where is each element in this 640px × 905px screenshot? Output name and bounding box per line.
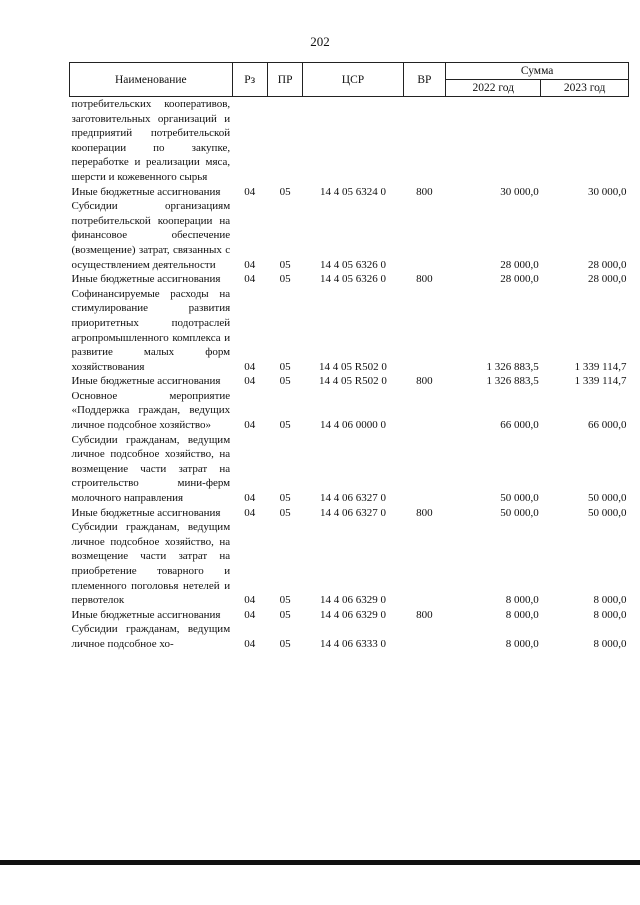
cell-rz: 04: [244, 375, 256, 388]
table-row: [70, 185, 629, 200]
table-row: [70, 272, 629, 287]
cell-name: Софинансируемые расходы на стимулирование развития приоритетных подотраслей агропромышленного комплекса и развитие малых форм хозяйствования: [71, 287, 231, 373]
table-row: [70, 374, 629, 389]
cell-pr: 05: [279, 273, 291, 286]
cell-csr: 14 4 05 6324 0: [319, 185, 386, 198]
table-header: [70, 63, 629, 97]
cell-vr: [403, 520, 446, 608]
cell-s2022: 50 000,0: [500, 492, 539, 505]
cell-name: Субсидии организациям потребительской кооперации на финансовое обеспечение (возмещение) затрат, связанных с осуществлением деятельности: [71, 200, 231, 271]
cell-name: Иные бюджетные ассигнования: [71, 608, 221, 621]
cell-pr: 05: [279, 375, 291, 388]
cell-s2023: 66 000,0: [588, 419, 627, 432]
budget-table: [69, 62, 629, 652]
cell-csr: 14 4 06 6329 0: [319, 594, 386, 607]
cell-rz: 04: [244, 608, 256, 621]
cell-s2023: 8 000,0: [593, 608, 627, 621]
scan-edge-bar: [0, 860, 640, 865]
cell-csr: 14 4 06 0000 0: [319, 419, 386, 432]
cell-vr: 800: [416, 608, 433, 621]
col-header-2022: 2022 год: [446, 80, 541, 97]
cell-s2022: 30 000,0: [500, 185, 539, 198]
cell-s2022: 1 326 883,5: [486, 375, 539, 388]
table-row: [70, 622, 629, 651]
cell-csr: 14 4 05 R502 0: [319, 360, 387, 373]
cell-name: Субсидии гражданам, ведущим личное подсобное хо-: [71, 623, 231, 650]
cell-s2023: 28 000,0: [588, 273, 627, 286]
table-body: [70, 97, 629, 652]
cell-name: Субсидии гражданам, ведущим личное подсобное хозяйство, на возмещение части затрат на приобретение товарного и племенного поголовья нетелей и первотелок: [71, 521, 231, 607]
cell-name: Иные бюджетные ассигнования: [71, 273, 221, 286]
cell-rz: 04: [244, 637, 256, 650]
page-number: 202: [310, 34, 330, 49]
cell-csr: 14 4 06 6329 0: [319, 608, 386, 621]
table-row: [70, 287, 629, 375]
cell-s2022: 8 000,0: [505, 594, 539, 607]
cell-name: Иные бюджетные ассигнования: [71, 375, 221, 388]
cell-csr: 14 4 05 6326 0: [319, 273, 386, 286]
cell-pr: 05: [279, 419, 291, 432]
cell-pr: [267, 97, 303, 185]
cell-pr: 05: [279, 637, 291, 650]
cell-s2023: 8 000,0: [593, 594, 627, 607]
cell-rz: 04: [244, 258, 256, 271]
cell-vr: [403, 97, 446, 185]
cell-s2022: 28 000,0: [500, 258, 539, 271]
cell-s2022: 66 000,0: [500, 419, 539, 432]
cell-pr: 05: [279, 360, 291, 373]
cell-pr: 05: [279, 608, 291, 621]
cell-rz: 04: [244, 273, 256, 286]
cell-s2022: 50 000,0: [500, 506, 539, 519]
cell-rz: 04: [244, 506, 256, 519]
cell-s2023: 30 000,0: [588, 185, 627, 198]
cell-vr: 800: [416, 185, 433, 198]
cell-csr: 14 4 06 6327 0: [319, 506, 386, 519]
cell-pr: 05: [279, 185, 291, 198]
cell-s2023: 1 339 114,7: [574, 360, 627, 373]
cell-name: Основное мероприятие «Поддержка граждан, ведущих личное подсобное хозяйство»: [71, 389, 231, 432]
cell-s2022: [446, 97, 541, 185]
col-header-sum: Сумма: [446, 63, 629, 80]
cell-name: Иные бюджетные ассигнования: [71, 506, 221, 519]
cell-vr: [403, 287, 446, 375]
cell-rz: 04: [244, 492, 256, 505]
col-header-rz: Рз: [232, 63, 267, 97]
cell-rz: 04: [244, 185, 256, 198]
table-row: [70, 433, 629, 506]
cell-pr: 05: [279, 506, 291, 519]
cell-s2022: 8 000,0: [505, 637, 539, 650]
cell-s2022: 1 326 883,5: [486, 360, 539, 373]
table-row: [70, 389, 629, 433]
table-row: [70, 520, 629, 608]
cell-vr: 800: [416, 506, 433, 519]
table-row: [70, 199, 629, 272]
cell-s2022: 8 000,0: [505, 608, 539, 621]
cell-rz: 04: [244, 360, 256, 373]
cell-vr: [403, 389, 446, 433]
cell-csr: 14 4 06 6327 0: [319, 492, 386, 505]
cell-csr: [303, 97, 403, 185]
cell-s2023: 50 000,0: [588, 506, 627, 519]
cell-name: потребительских кооперативов, заготовительных организаций и предприятий потребительской кооперации по закупке, переработке и реализации мяса, шерсти и кожевенного сырья: [71, 98, 231, 183]
cell-vr: [403, 622, 446, 651]
cell-rz: [232, 97, 267, 185]
col-header-csr: ЦСР: [303, 63, 403, 97]
cell-name: Субсидии гражданам, ведущим личное подсобное хозяйство, на возмещение части затрат на строительство мини-ферм молочного направления: [71, 433, 231, 505]
col-header-vr: ВР: [403, 63, 446, 97]
col-header-2023: 2023 год: [541, 80, 629, 97]
cell-s2023: 50 000,0: [588, 492, 627, 505]
cell-name: Иные бюджетные ассигнования: [71, 185, 221, 198]
cell-rz: 04: [244, 419, 256, 432]
cell-vr: 800: [416, 273, 433, 286]
cell-csr: 14 4 06 6333 0: [319, 637, 386, 650]
cell-rz: 04: [244, 594, 256, 607]
cell-csr: 14 4 05 R502 0: [319, 375, 387, 388]
cell-csr: 14 4 05 6326 0: [319, 258, 386, 271]
table-row: [70, 97, 629, 185]
cell-vr: [403, 199, 446, 272]
cell-vr: [403, 433, 446, 506]
cell-s2023: 28 000,0: [588, 258, 627, 271]
cell-s2023: 8 000,0: [593, 637, 627, 650]
cell-vr: 800: [416, 375, 433, 388]
cell-s2022: 28 000,0: [500, 273, 539, 286]
cell-s2023: 1 339 114,7: [574, 375, 627, 388]
cell-s2023: [541, 97, 629, 185]
cell-pr: 05: [279, 258, 291, 271]
cell-pr: 05: [279, 492, 291, 505]
table-row: [70, 608, 629, 623]
cell-pr: 05: [279, 594, 291, 607]
col-header-name: Наименование: [70, 63, 233, 97]
table-row: [70, 506, 629, 521]
col-header-pr: ПР: [267, 63, 303, 97]
